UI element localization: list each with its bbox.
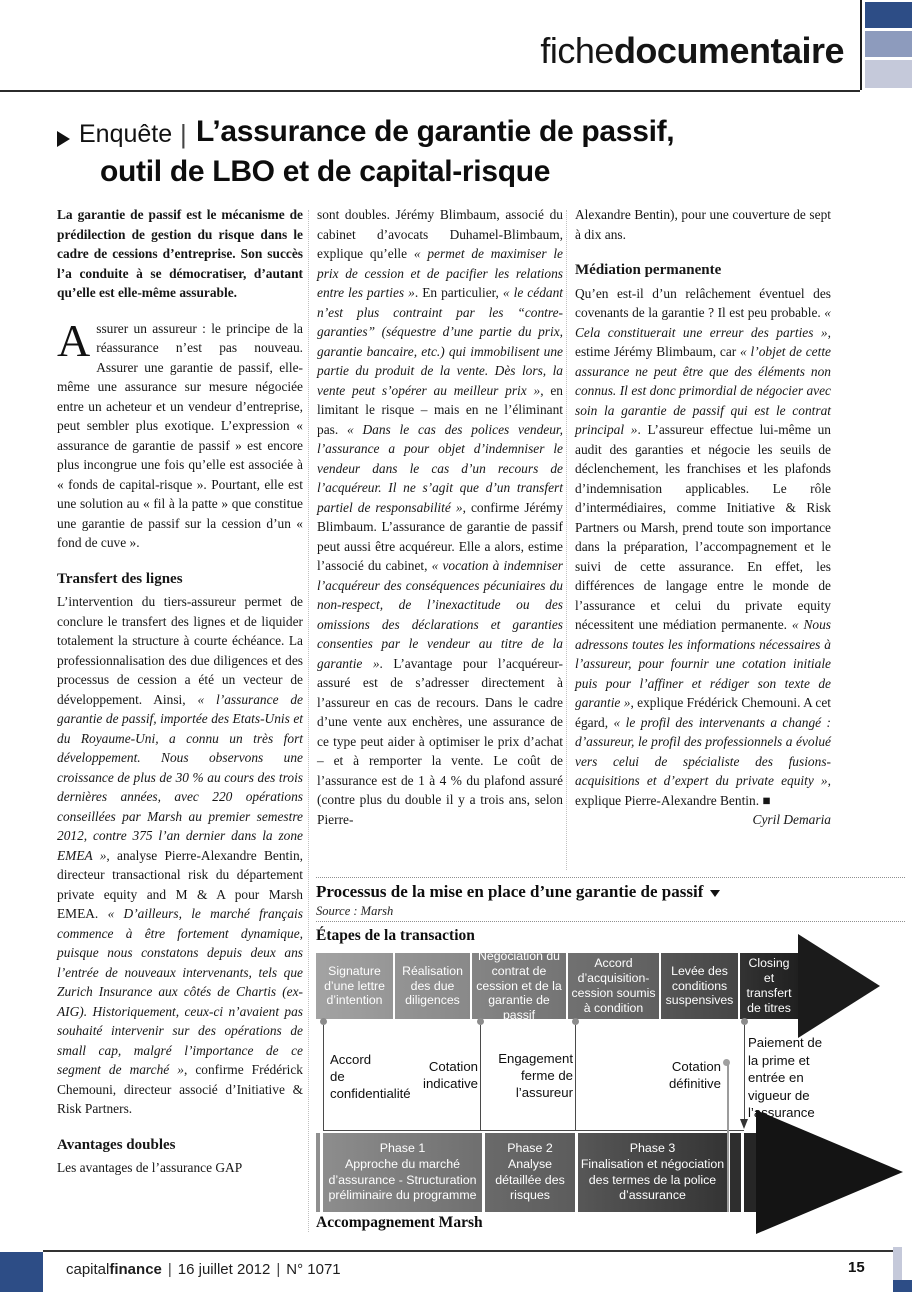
paragraph: Alexandre Bentin), pour une couverture de sept à dix ans.: [575, 207, 831, 242]
article-title-line1: L’assurance de garantie de passif,: [196, 115, 675, 148]
connector-line-gray: [727, 1064, 729, 1212]
step-box-levee-conditions: Levée des conditions suspensives: [661, 953, 738, 1019]
footer-date: 16 juillet 2012: [177, 1261, 271, 1278]
phase-band-sliver: [744, 1133, 756, 1212]
section-heading: Avantages doubles: [57, 1136, 176, 1153]
article-column-1: [57, 205, 303, 1178]
header-rule: [0, 90, 860, 92]
footer-blue-square: [0, 1252, 43, 1292]
footer-separator: |: [276, 1261, 281, 1278]
header-vertical-rule: [860, 0, 862, 90]
footer-brand-bold: finance: [109, 1261, 162, 1278]
diagram-rule: [316, 921, 905, 922]
down-arrow-icon: [740, 1119, 748, 1129]
timeline-arrowhead-icon: [798, 934, 880, 1038]
phase-description: Finalisation et négociation des termes de la police d’assurance: [580, 1156, 725, 1203]
phase-description: Approche du marché d’assurance - Structuration préliminaire du programme: [328, 1156, 477, 1203]
article-column-2: [317, 205, 563, 829]
author-byline: Cyril Demaria: [752, 812, 831, 827]
connector-dot: [477, 1018, 484, 1025]
lead-paragraph: La garantie de passif est le mécanisme de prédilection de gestion du risque dans le cadre de cessions d’entreprise. Son succès l’a conduite à se démocratiser, d’autant qu’elle est elle-même assurable.: [57, 207, 303, 300]
page-number: 15: [848, 1259, 865, 1276]
triangle-bullet-icon: [57, 131, 70, 147]
diagram-title: [316, 882, 720, 902]
diagram-title-text: Processus de la mise en place d’une garantie de passif: [316, 882, 704, 901]
milestone-baseline: [323, 1130, 744, 1131]
connector-line: [323, 1025, 324, 1131]
connector-dot: [320, 1018, 327, 1025]
footer-issue: N° 1071: [286, 1261, 341, 1278]
connector-line: [575, 1025, 576, 1131]
connector-dot: [572, 1018, 579, 1025]
header-square-medium-blue: [865, 31, 912, 57]
section-heading: Médiation permanente: [575, 262, 722, 278]
drop-cap: A: [57, 314, 91, 366]
phase-name: Phase 1: [379, 1141, 426, 1156]
column-divider: [308, 210, 309, 1232]
phase-name: Phase 2: [507, 1141, 553, 1156]
phase-band-sliver: [730, 1133, 741, 1212]
step-box-due-diligences: Réalisation des due diligences: [395, 953, 470, 1019]
footer-corner-square: [893, 1280, 912, 1292]
brand-bold: documentaire: [613, 30, 844, 71]
diagram-bottom-label: Accompagnement Marsh: [316, 1214, 483, 1231]
publication-header: [540, 30, 844, 72]
article-kicker: Enquête: [79, 120, 173, 148]
footer-rule: [43, 1250, 895, 1252]
paragraph: Les avantages de l’assurance GAP: [57, 1160, 243, 1175]
milestone-paiement-prime: Paiement de la prime et entrée en vigueur de l’assurance: [748, 1035, 823, 1120]
step-box-closing: Closing et transfert de titres: [740, 953, 798, 1019]
connector-line: [744, 1025, 745, 1119]
step-box-accord-acquisition: Accord d’acquisition-cession soumis à condition: [568, 953, 659, 1019]
step-box-negociation-contrat: Négociation du contrat de cession et de la garantie de passif: [472, 953, 566, 1019]
header-square-dark-blue: [865, 2, 912, 28]
connector-line: [480, 1025, 481, 1131]
phase-band-sliver: [316, 1133, 320, 1212]
milestone-accord-confidentialite: Accord de confidentialité: [330, 1052, 411, 1101]
milestone-engagement-ferme: Engagement ferme de l’assureur: [498, 1051, 573, 1100]
footer-brand-light: capital: [66, 1261, 110, 1278]
phase-3-segment: [578, 1133, 727, 1212]
paragraph: Qu’en est-il d’un relâchement éventuel des covenants de la garantie ? Il est peu probable. « Cela constituerait une erreur des parties », estime Jérémy Blimbaum, car « l’objet de cette assurance ne peut être que des éléments non connus. Il est donc primordial de négocier avec soin la garantie de passif qui est le contrat principal ». L’assureur effectue lui-même un audit des garanties et négocie les seuils de déclenchement, les franchises et les plafonds d’indemnisation applicables. Le rôle d’intermédiaires, comme Initiative & Risk Partners ou Marsh, prend toute son importance dans la préparation, l’accompagnement et le suivi de cette assurance. En effet, les différences de langage entre le monde de l’assurance et celui du private equity nécessitent une médiation permanente. « Nous adressons toutes les informations nécessaires à l’assureur, pour fournir une cotation initiale puis pour l’affiner et rédiger son texte de garantie », explique Frédérick Chemouni. A cet égard, « le profil des intervenants a changé : d’assureur, le profil des professionnels a évolué vers celui de spécialiste des fusions-acquisitions et d’expert du private equity », explique Pierre-Alexandre Bentin. ■: [575, 285, 832, 808]
phase-2-segment: [485, 1133, 575, 1212]
header-square-light-blue: [865, 60, 912, 88]
brand-light: fiche: [540, 30, 614, 71]
phase-1-segment: [323, 1133, 482, 1212]
section-heading: Transfert des lignes: [57, 570, 183, 587]
milestone-cotation-definitive: Cotation définitive: [668, 1059, 721, 1091]
footer-separator: |: [167, 1261, 172, 1278]
phase-description: Analyse détaillée des risques: [495, 1156, 565, 1203]
opening-paragraph: [57, 314, 303, 553]
paragraph: sont doubles. Jérémy Blimbaum, associé du cabinet d’avocats Duhamel-Blimbaum, explique qu’elle « permet de maximiser le prix de cession et de pacifier les relations entre les parties ». En particulier, « le cédant n’est plus contraint par les “contre-garanties” (séquestre d’une partie du prix, garantie bancaire, etc.) qui immobilisent une partie du produit de la vente. Dès lors, la vente peut s’opérer au meilleur prix », en limitant le risque – mais en ne l’éliminant pas. « Dans le cas des polices vendeur, l’assurance a pour objet d’indemniser le vendeur dans le cas d’un recours de l’acquéreur. Il ne s’agit que d’un transfert partiel de responsabilité », confirme Jérémy Blimbaum. L’assurance de garantie de passif peut aussi être acquéreur. Elle a alors, estime l’associé du cabinet, « vocation à indemniser l’acquéreur des conséquences pécuniaires du non-respect, de l’inexactitude ou des omissions des déclarations et garanties consenties par le vendeur au titre de la garantie ». L’avantage pour l’acquéreur-assuré est de s’adresser directement à l’assureur en cas de recours. Dans le cadre d’une vente aux enchères, une assurance de ce type peut aider à optimiser le prix d’achat – et à remporter la vente. Le coût de l’assurance est de 1 à 4 % du plafond assuré (contre plus du double il y a trois ans, selon Pierre-: [317, 207, 564, 827]
article-column-3: [575, 205, 831, 830]
paragraph: L’intervention du tiers-assureur permet de conclure le transfert des lignes et de liquider totalement la structure à courte échéance. La professionnalisation des due diligences et des processus de cession a été un vecteur de développement. Ainsi, « l’assurance de garantie de passif, importée des Etats-Unis et du Royaume-Uni, a connu un très fort développement. Nous observons une croissance de plus de 30 % au cours des trois dernières années, avec 220 opérations conseillées par Marsh au premier semestre 2012, contre 375 l’an dernier dans la zone EMEA », analyse Pierre-Alexandre Bentin, directeur transactional risk du département private equity and M & A pour Marsh EMEA. « D’ailleurs, le marché français commence à être fortement dynamique, puisque nous constatons depuis deux ans l’entrée de nouveaux intervenants, tels que Zurich Insurance aux côtés de Chartis (ex-AIG). Historiquement, ceux-ci n’avaient pas souhaité intervenir sur des opérations de small cap, malgré l’importance de ce segment de marché », confirme Frédérick Chemouni, directeur associé d’Initiative & Risk Partners.: [57, 594, 303, 1116]
column-divider: [566, 210, 567, 870]
diagram-source: Source : Marsh: [316, 904, 394, 918]
step-box-lettre-intention: Signature d’une lettre d’intention: [316, 953, 393, 1019]
title-separator: |: [180, 119, 187, 149]
article-title-line2: outil de LBO et de capital-risque: [100, 155, 551, 188]
steps-row-label: Étapes de la transaction: [316, 927, 475, 944]
footer-publication-info: [66, 1261, 341, 1278]
connector-dot: [741, 1018, 748, 1025]
phase-arrowhead-icon: [756, 1110, 903, 1234]
phase-name: Phase 3: [629, 1141, 676, 1156]
opening-text: ssurer un assureur : le principe de la réassurance n’est pas nouveau. Assurer une garantie de passif, elle-même une assurance sur mesure négociée entre un acheteur et un vendeur d’entreprise, peut sembler plus exotique. L’expression « assurance de garantie de passif » est encore plus incongrue une fois qu’elle est associée à « fonds de capital-risque ». Pourtant, elle est une solution au « fil à la patte » que constitue une garantie de passif sur la cession d’un « fond de cuve ».: [57, 320, 303, 550]
caret-down-icon: [710, 890, 720, 897]
milestone-cotation-indicative: Cotation indicative: [423, 1059, 478, 1091]
footer-right-strip: [893, 1247, 902, 1280]
diagram-top-rule: [316, 877, 905, 878]
